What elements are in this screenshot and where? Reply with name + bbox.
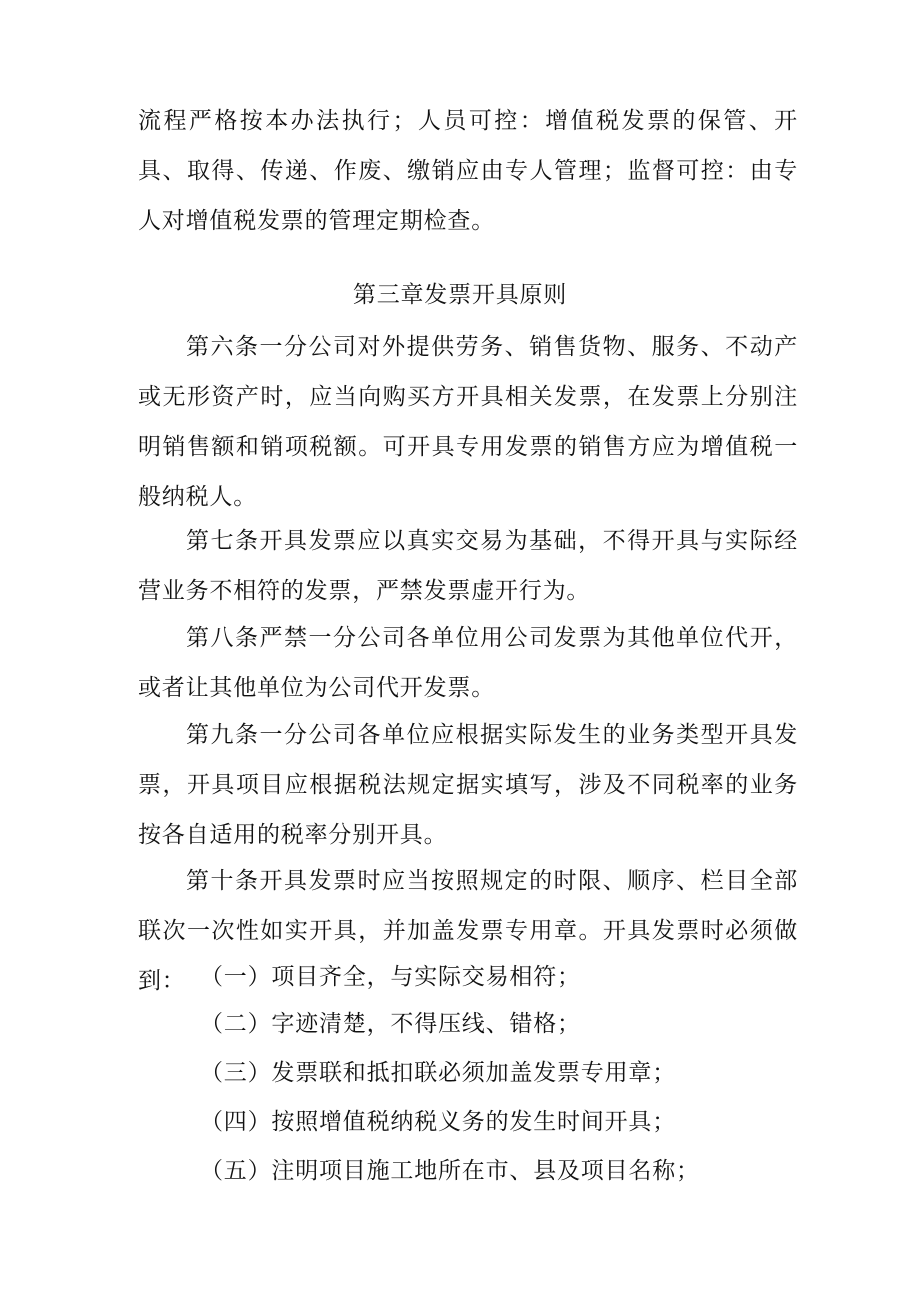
chapter-title: 第三章发票开具原则: [352, 282, 568, 308]
list-item: （一）项目齐全，与实际交易相符；: [200, 964, 581, 990]
article-9: 第九条一分公司各单位应根据实际发生的业务类型开具发票，开具项目应根据税法规定据实填写，涉及不同税率的业务按各自适用的税率分别开具。: [138, 722, 798, 848]
intro-paragraph: 流程严格按本办法执行；人员可控：增值税发票的保管、开具、取得、传递、作废、缴销应由专人管理；监督可控：由专人对增值税发票的管理定期检查。: [138, 108, 798, 234]
list-item: （四）按照增值税纳税义务的发生时间开具；: [200, 1109, 676, 1135]
list-item: （三）发票联和抵扣联必须加盖发票专用章；: [200, 1060, 676, 1086]
article-10: 第十条开具发票时应当按照规定的时限、顺序、栏目全部联次一次性如实开具，并加盖发票专用章。开具发票时必须做到：: [138, 868, 798, 994]
article-7: 第七条开具发票应以真实交易为基础，不得开具与实际经营业务不相符的发票，严禁发票虚开行为。: [138, 528, 798, 604]
list-item: （五）注明项目施工地所在市、县及项目名称；: [200, 1158, 700, 1184]
list-item: （二）字迹清楚，不得压线、错格；: [200, 1011, 581, 1037]
article-8: 第八条严禁一分公司各单位用公司发票为其他单位代开，或者让其他单位为公司代开发票。: [138, 625, 798, 701]
article-6: 第六条一分公司对外提供劳务、销售货物、服务、不动产或无形资产时，应当向购买方开具相关发票，在发票上分别注明销售额和销项税额。可开具专用发票的销售方应为增值税一般纳税人。: [138, 334, 798, 510]
